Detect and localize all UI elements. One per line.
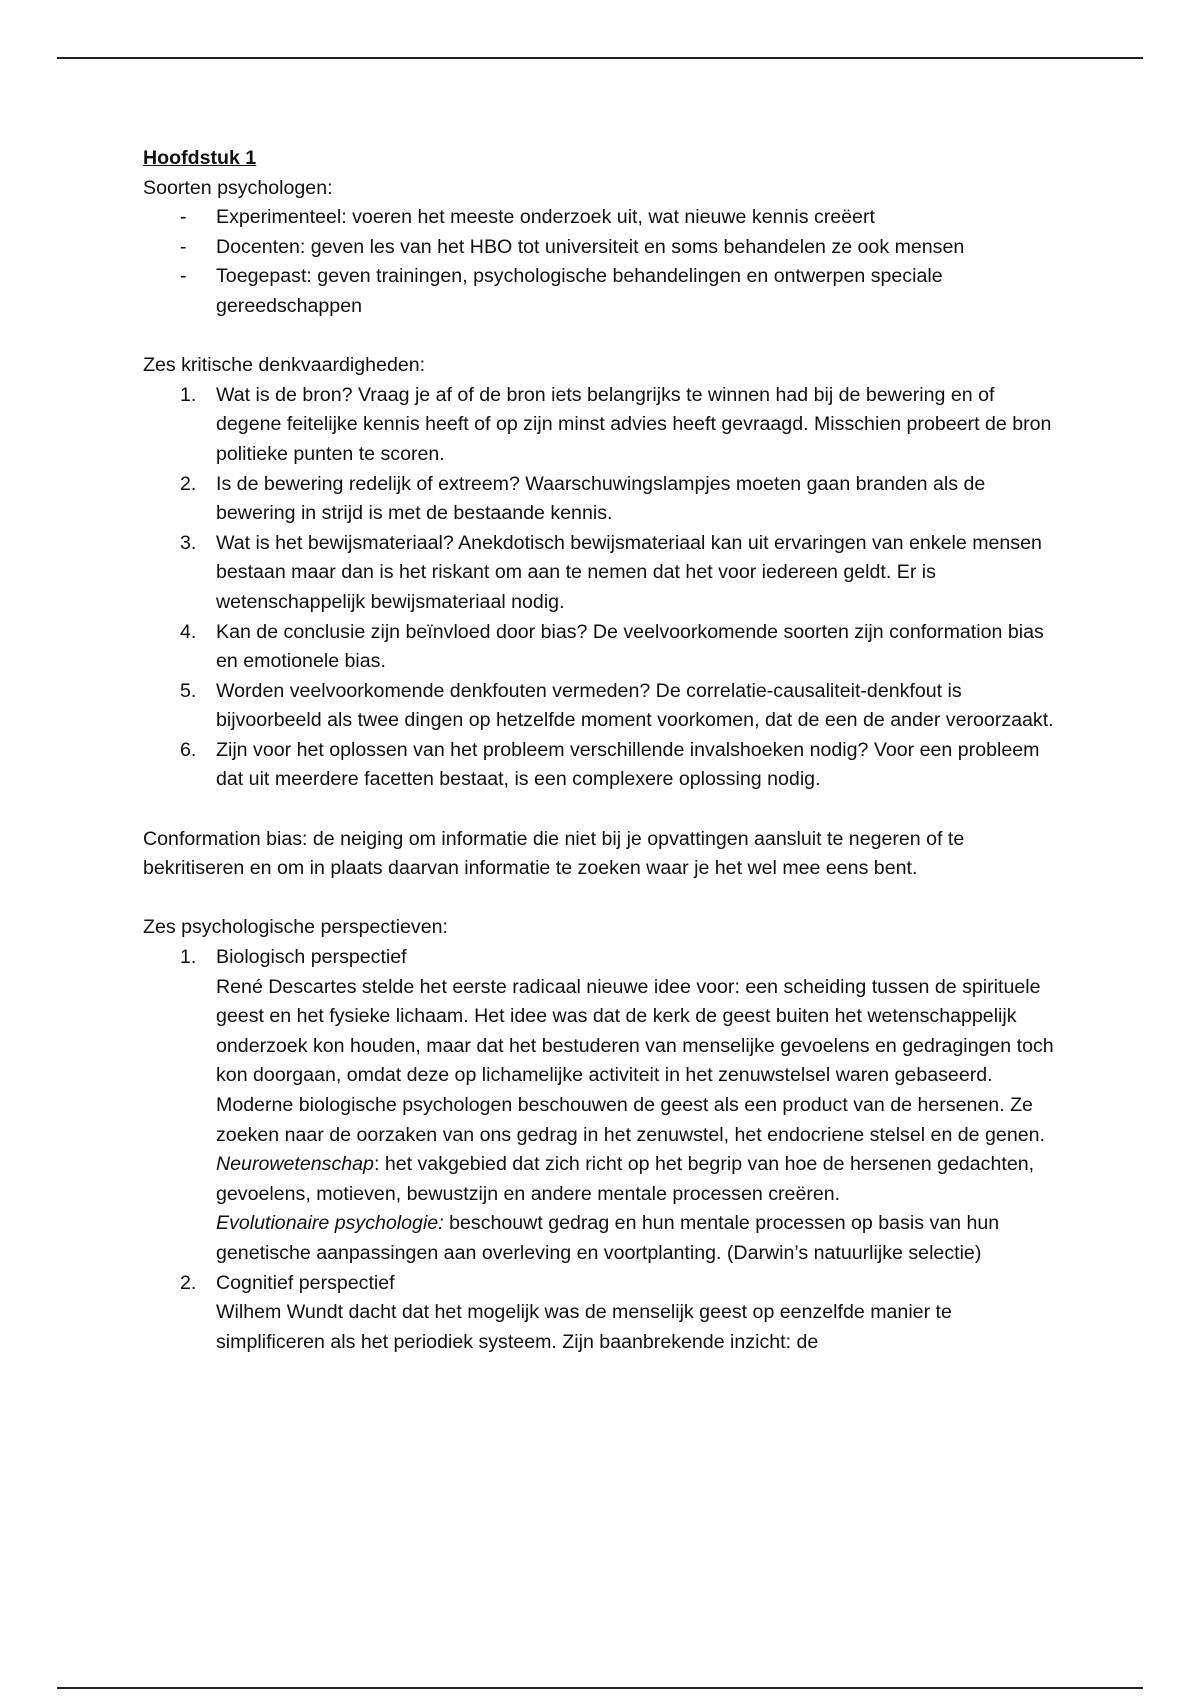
list-number: 5. bbox=[180, 679, 197, 702]
term-text: beschouwt gedrag en hun mentale processen op basis van hun genetische aanpassingen aan overleving en voortplanting. (Darwin’s natuurlijke selectie) bbox=[216, 1212, 1000, 1264]
list-item-text: Zijn voor het oplossen van het probleem verschillende invalshoeken nodig? Voor een probleem dat uit meerdere facetten bestaat, is een complexere oplossing nodig. bbox=[216, 738, 1040, 791]
term-text: : het vakgebied dat zich richt op het begrip van hoe de hersenen gedachten, gevoelens, motieven, bewustzijn en andere mentale processen creëren. bbox=[216, 1153, 1035, 1205]
psychologist-types-list bbox=[143, 203, 1063, 321]
list-item bbox=[143, 529, 1063, 618]
list-item bbox=[143, 618, 1063, 677]
list-item bbox=[143, 262, 1063, 321]
list-item-text: Wat is de bron? Vraag je af of de bron iets belangrijks te winnen had bij de bewering en of degene feitelijke kennis heeft of op zijn minst advies heeft gevraagd. Misschien probeert de bron politieke punten te scoren. bbox=[216, 383, 1052, 465]
section-title-perspectives: Zes psychologische perspectieven: bbox=[143, 916, 448, 939]
term: Neurowetenschap bbox=[216, 1153, 374, 1176]
dash-marker: - bbox=[180, 235, 187, 258]
term: Evolutionaire psychologie: bbox=[216, 1212, 444, 1235]
list-item bbox=[143, 1269, 1063, 1358]
list-number: 1. bbox=[180, 946, 197, 969]
section-title-thinking-skills: Zes kritische denkvaardigheden: bbox=[143, 354, 426, 377]
chapter-heading: Hoofdstuk 1 bbox=[143, 147, 257, 169]
list-item-text: Docenten: geven les van het HBO tot universiteit en soms behandelen ze ook mensen bbox=[216, 235, 965, 258]
list-number: 1. bbox=[180, 383, 197, 406]
list-item-text: Worden veelvoorkomende denkfouten vermeden? De correlatie-causaliteit-denkfout is bijvoorbeeld als twee dingen op hetzelfde moment voorkomen, dat de een de ander veroorzaakt. bbox=[216, 679, 1054, 732]
list-number: 2. bbox=[180, 472, 197, 495]
list-item-text: Kan de conclusie zijn beïnvloed door bias? De veelvoorkomende soorten zijn conformation bias en emotionele bias. bbox=[216, 620, 1044, 673]
list-number: 6. bbox=[180, 738, 197, 761]
perspective-title: Biologisch perspectief bbox=[216, 946, 407, 969]
list-item-text: Experimenteel: voeren het meeste onderzoek uit, wat nieuwe kennis creëert bbox=[216, 206, 875, 229]
section-title-psychologists: Soorten psychologen: bbox=[143, 176, 333, 199]
spacer bbox=[143, 884, 1063, 914]
definition-paragraph: Conformation bias: de neiging om informatie die niet bij je opvattingen aansluit te negeren of te bekritiseren en om in plaats daarvan informatie te zoeken waar je het wel mee eens bent. bbox=[143, 827, 965, 880]
thinking-skills-list bbox=[143, 381, 1063, 795]
list-number: 2. bbox=[180, 1271, 197, 1294]
list-item-text: Is de bewering redelijk of extreem? Waarschuwingslampjes moeten gaan branden als de bewering in strijd is met de bestaande kennis. bbox=[216, 472, 986, 525]
document-body bbox=[143, 144, 1063, 1357]
list-item-text: Wat is het bewijsmateriaal? Anekdotisch bewijsmateriaal kan uit ervaringen van enkele mensen bestaan maar dan is het riskant om aan te nemen dat het voor iedereen geldt. Er is wetenschappelijk bewijsmateriaal nodig. bbox=[216, 531, 1042, 613]
paragraph: René Descartes stelde het eerste radicaal nieuwe idee voor: een scheiding tussen de spirituele geest en het fysieke lichaam. Het idee was dat de kerk de geest buiten het wetenschappelijk onderzoek kon houden, maar dat het bestuderen van menselijke gevoelens en gedragingen toch kon doorgaan, omdat deze op lichamelijke activiteit in het zenuwstelsel waren gebaseerd. bbox=[216, 975, 1054, 1087]
header-rule bbox=[57, 57, 1143, 59]
perspective-title: Cognitief perspectief bbox=[216, 1271, 395, 1294]
list-item bbox=[143, 381, 1063, 470]
term-definition bbox=[216, 1209, 1063, 1268]
term-definition bbox=[216, 1150, 1063, 1209]
list-item bbox=[143, 677, 1063, 736]
dash-marker: - bbox=[180, 265, 187, 288]
list-number: 4. bbox=[180, 620, 197, 643]
paragraph: Moderne biologische psychologen beschouwen de geest als een product van de hersenen. Ze zoeken naar de oorzaken van ons gedrag in het zenuwstel, het endocriene stelsel en de genen. bbox=[216, 1094, 1045, 1146]
list-item bbox=[143, 736, 1063, 795]
spacer bbox=[143, 322, 1063, 352]
list-item bbox=[143, 470, 1063, 529]
list-item bbox=[143, 233, 1063, 263]
dash-marker: - bbox=[180, 206, 187, 229]
spacer bbox=[143, 795, 1063, 825]
footer-rule bbox=[57, 1687, 1143, 1689]
list-item-text: Toegepast: geven trainingen, psychologische behandelingen en ontwerpen speciale gereedschappen bbox=[216, 265, 943, 317]
list-number: 3. bbox=[180, 531, 197, 554]
perspectives-list bbox=[143, 943, 1063, 1357]
paragraph: Wilhem Wundt dacht dat het mogelijk was de menselijk geest op eenzelfde manier te simplificeren als het periodiek systeem. Zijn baanbrekende inzicht: de bbox=[216, 1301, 952, 1353]
list-item bbox=[143, 203, 1063, 233]
list-item bbox=[143, 943, 1063, 1269]
